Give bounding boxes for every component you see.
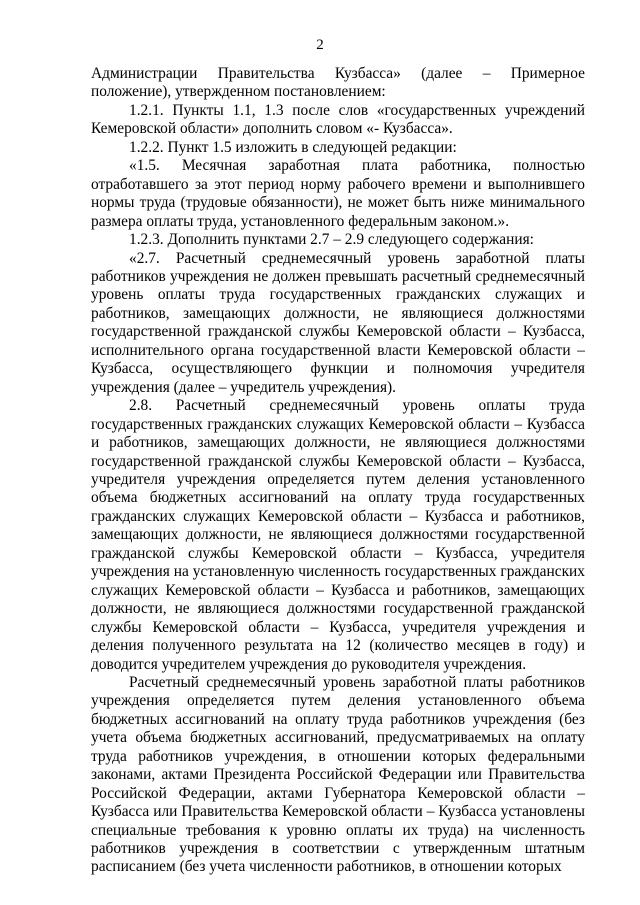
paragraph-item-1-2-3: 1.2.3. Дополнить пунктами 2.7 – 2.9 следующего содержания: xyxy=(129,231,534,249)
paragraph-item-1-2-2: 1.2.2. Пункт 1.5 изложить в следующей редакции: xyxy=(129,138,457,156)
paragraph-item-1-5: «1.5. Месячная заработная плата работника, полностью отработавшего за этот период норму рабочего времени и выполнившего нормы труда (трудовые обязанности), не может быть ниже минимального размера оплаты труда, установленного федеральным законом.». xyxy=(91,157,585,230)
paragraph-continuation: Администрации Правительства Кузбасса» (далее – Примерное положение), утвержденном постановлением: xyxy=(91,65,585,101)
paragraph-item-1-2-1: 1.2.1. Пункты 1.1, 1.3 после слов «государственных учреждений Кемеровской области» дополнить словом «- Кузбасса». xyxy=(91,101,585,138)
paragraph-item-2-7: «2.7. Расчетный среднемесячный уровень заработной платы работников учреждения не должен превышать расчетный среднемесячный уровень оплаты труда государственных гражданских служащих и работников, замещающих должности, не являющиеся должностями государственной гражданской службы Кемеровской области – Кузбасса, исполнительного органа государственной власти Кемеровской области – Кузбасса, осуществляющего функции и полномочия учредителя учреждения (далее – учредитель учреждения). xyxy=(91,249,585,396)
paragraph-calculated-level: Расчетный среднемесячный уровень заработной платы работников учреждения определяется путем деления установленного объема бюджетных ассигнований на оплату труда работников учреждения (без учета объема бюджетных ассигнований, предусматриваемых на оплату труда работников учреждения, в отношении которых федеральными законами, актами Президента Российской Федерации или Правительства Российской Федерации, актами Губернатора Кемеровской области – Кузбасса или Правительства Кемеровской области – Кузбасса установлены специальные требования к уровню оплаты их труда) на численность работников учреждения в соответствии с утвержденным штатным расписанием (без учета численности работников, в отношении которых xyxy=(91,673,585,876)
page-number: 2 xyxy=(316,37,324,53)
paragraph-item-2-8: 2.8. Расчетный среднемесячный уровень оплаты труда государственных гражданских служащих Кемеровской области – Кузбасса и работников, замещающих должности, не являющиеся должностями государственной гражданской службы Кемеровской области – Кузбасса, учредителя учреждения определяется путем деления установленного объема бюджетных ассигнований на оплату труда государственных гражданских служащих Кемеровской области – Кузбасса и работников, замещающих должности, не являющиеся должностями государственной гражданской службы Кемеровской области – Кузбасса, учредителя учреждения на установленную численность государственных гражданских служащих Кемеровской области – Кузбасса и работников, замещающих должности, не являющиеся должностями государственной гражданской службы Кемеровской области – Кузбасса, учредителя учреждения и деления полученного результата на 12 (количество месяцев в году) и доводится учредителем учреждения до руководителя учреждения. xyxy=(91,397,585,673)
document-body xyxy=(91,65,585,877)
